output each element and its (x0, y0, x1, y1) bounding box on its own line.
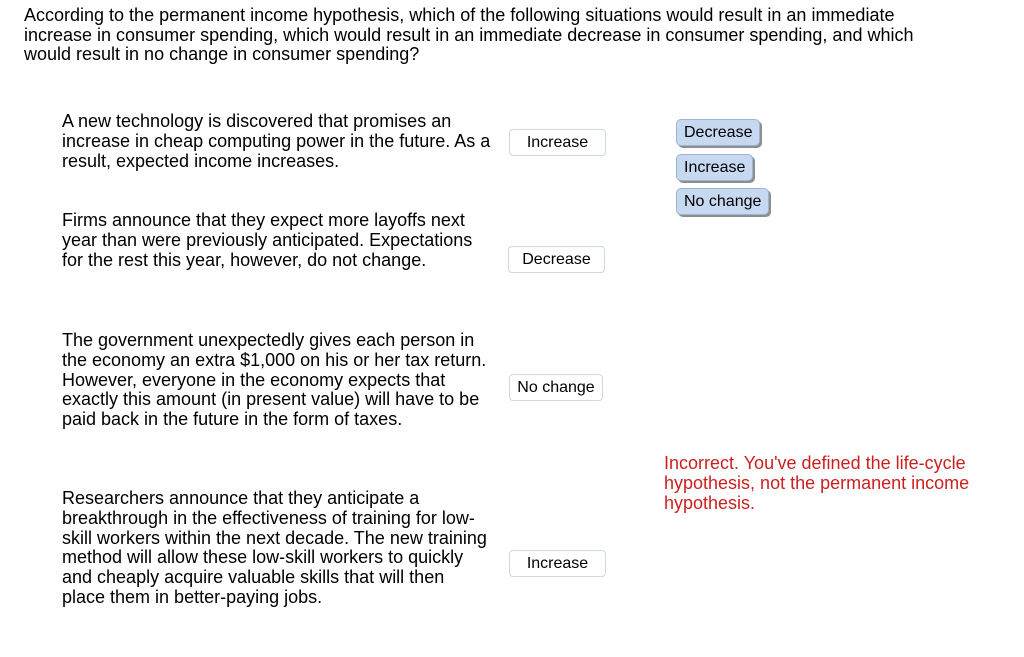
answer-slot-3[interactable]: No change (509, 374, 603, 401)
question-text: According to the permanent income hypothesis, which of the following situations would result in an immediate increase in consumer spending, which would result in an immediate decrease in consumer spending, and which would result in no change in consumer spending? (24, 5, 914, 64)
scenario-4-text: Researchers announce that they anticipate a breakthrough in the effectiveness of training for low-skill workers within the next decade. The new training method will allow these low-skill workers to quickly and cheaply acquire valuable skills that will then place them in better-paying jobs. (62, 488, 487, 607)
answer-slot-1[interactable]: Increase (509, 129, 606, 156)
answer-slot-2[interactable]: Decrease (508, 246, 605, 273)
option-chip-no-change[interactable]: No change (676, 188, 769, 215)
scenario-3-text: The government unexpectedly gives each person in the economy an extra $1,000 on his or her tax return. However, everyone in the economy expects that exactly this amount (in present value) will have to be paid back in the future in the form of taxes. (62, 330, 487, 430)
feedback-message: Incorrect. You've defined the life-cycle hypothesis, not the permanent income hypothesis. (664, 453, 970, 513)
scenario-2-text: Firms announce that they expect more layoffs next year than were previously anticipated. Expectations for the rest this year, however, do not change. (62, 210, 473, 270)
answer-slot-4[interactable]: Increase (509, 550, 606, 577)
scenario-1-text: A new technology is discovered that promises an increase in cheap computing power in the future. As a result, expected income increases. (62, 111, 491, 171)
option-chip-increase[interactable]: Increase (676, 154, 753, 181)
option-chip-decrease[interactable]: Decrease (676, 119, 760, 146)
